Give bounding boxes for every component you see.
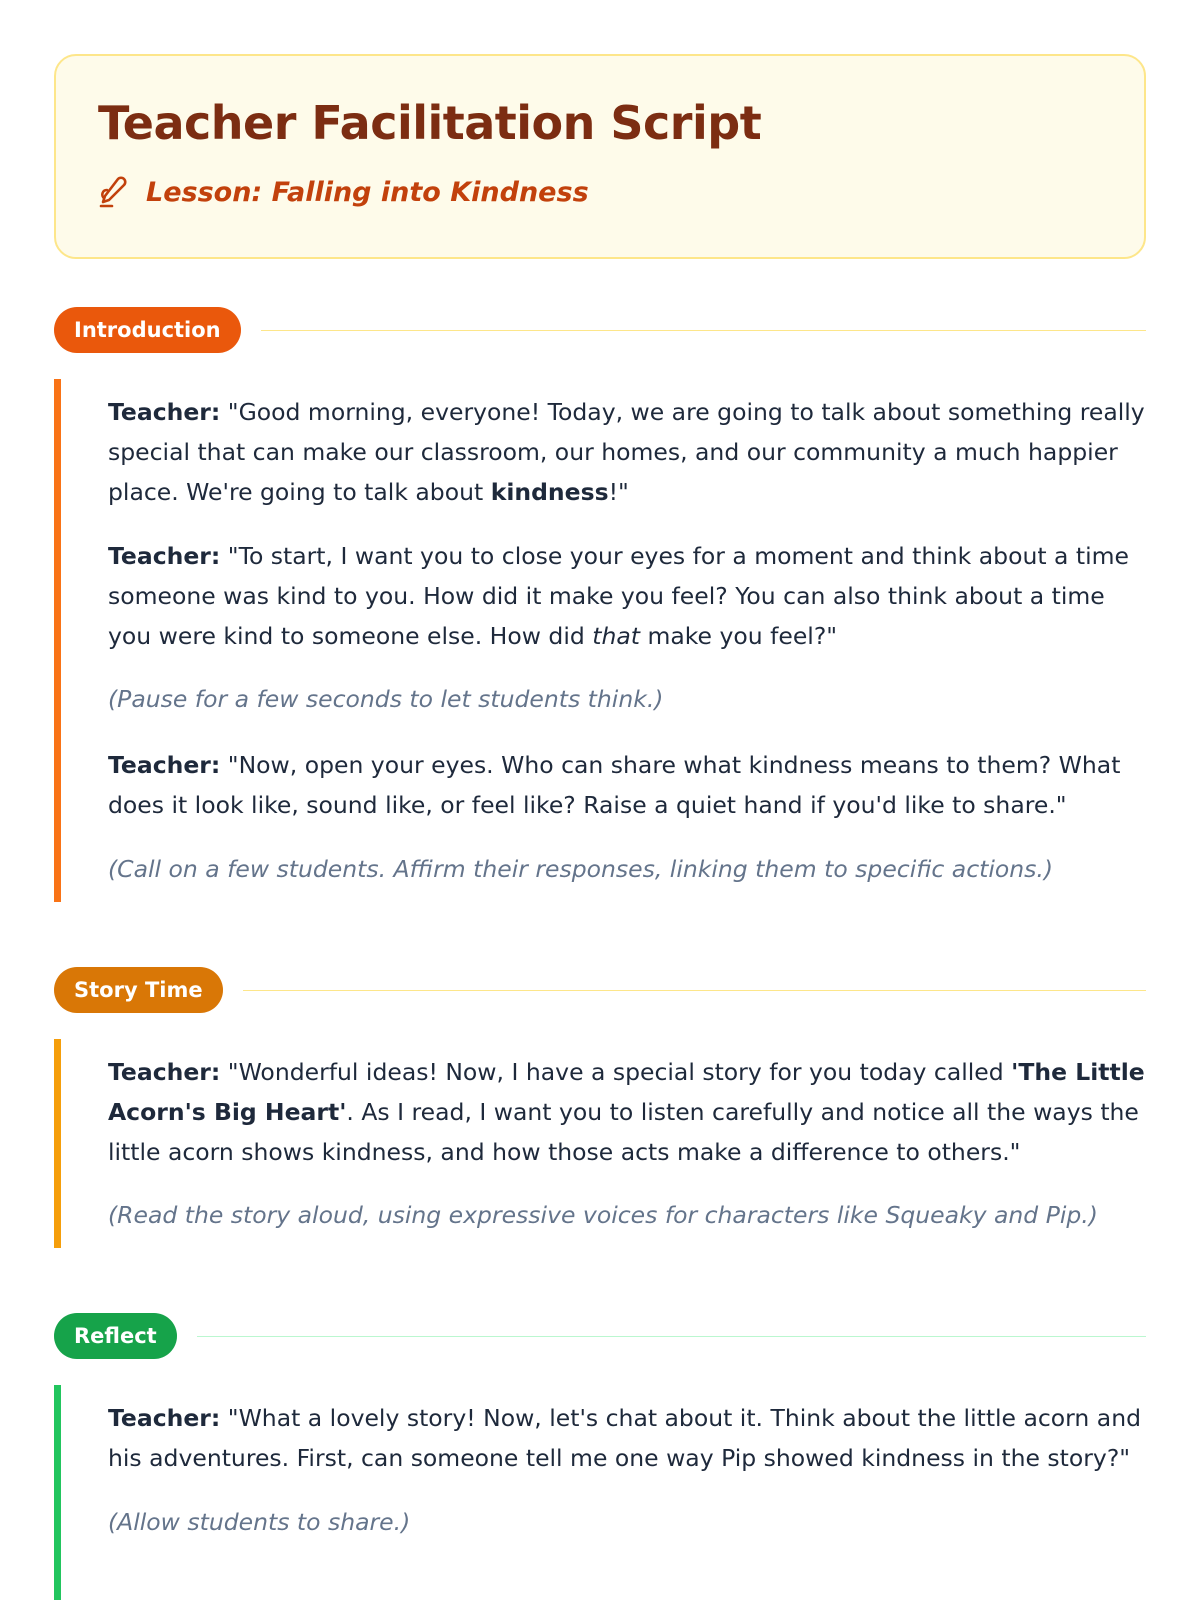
emphasis-text: that xyxy=(592,622,640,650)
script-text: "Wonderful ideas! Now, I have a special story for you today called xyxy=(220,1058,1012,1086)
emphasis-text: 'The Little Acorn's Big Heart' xyxy=(108,1058,1145,1126)
section-divider xyxy=(243,990,1146,991)
section-header-story-time xyxy=(54,966,1146,1014)
speaker-label: Teacher: xyxy=(108,1404,221,1432)
speaker-label: Teacher: xyxy=(108,398,221,426)
script-text: . As I read, I want you to listen carefully and notice all the ways the little acorn shows kindness, and how those acts make a difference to others." xyxy=(108,1098,1139,1166)
script-text: "Good morning, everyone! Today, we are going to talk about something really special that can make our classroom, our homes, and our community a much happier place. We're going to talk about xyxy=(108,398,1145,506)
lesson-subtitle-text: Lesson: Falling into Kindness xyxy=(146,176,589,208)
stage-direction: (Call on a few students. Affirm their responses, linking them to specific actions.) xyxy=(108,855,1054,883)
section-header-reflect xyxy=(54,1312,1146,1360)
emphasis-text: kindness xyxy=(490,478,609,506)
section-badge-reflect: Reflect xyxy=(54,1313,177,1359)
stage-direction: (Read the story aloud, using expressive voices for characters like Squeaky and Pip.) xyxy=(108,1201,1098,1229)
script-text: "Now, open your eyes. Who can share what kindness means to them? What does it look like, sound like, or feel like? Raise a quiet hand if you'd like to share." xyxy=(108,751,1121,819)
script-text: "To start, I want you to close your eyes for a moment and think about a time someone was kind to you. How did it make you feel? You can also think about a time you were kind to someone else. How did xyxy=(108,542,1129,650)
pen-icon xyxy=(98,176,128,208)
script-paragraph xyxy=(108,745,1148,825)
script-text: "What a lovely story! Now, let's chat about it. Think about the little acorn and his adventures. First, can someone tell me one way Pip showed kindness in the story?" xyxy=(108,1404,1142,1472)
section-badge-story-time: Story Time xyxy=(54,967,223,1013)
script-paragraph xyxy=(108,392,1148,512)
stage-direction: (Pause for a few seconds to let students think.) xyxy=(108,685,664,713)
section-body-reflect xyxy=(54,1385,1146,1600)
section-body-introduction xyxy=(54,379,1146,902)
lesson-subtitle xyxy=(98,176,589,208)
script-paragraph xyxy=(108,1398,1148,1478)
stage-direction: (Allow students to share.) xyxy=(108,1508,411,1536)
script-text: make you feel?" xyxy=(640,622,838,650)
section-badge-introduction: Introduction xyxy=(54,307,241,353)
script-paragraph xyxy=(108,1052,1148,1172)
section-body-story-time xyxy=(54,1039,1146,1248)
page-title: Teacher Facilitation Script xyxy=(98,96,762,150)
script-paragraph xyxy=(108,536,1148,656)
section-header-introduction xyxy=(54,306,1146,354)
section-divider xyxy=(197,1336,1146,1337)
section-divider xyxy=(261,330,1146,331)
speaker-label: Teacher: xyxy=(108,751,221,779)
lesson-header-card xyxy=(54,54,1146,259)
speaker-label: Teacher: xyxy=(108,1058,221,1086)
script-text: !" xyxy=(608,478,629,506)
speaker-label: Teacher: xyxy=(108,542,221,570)
